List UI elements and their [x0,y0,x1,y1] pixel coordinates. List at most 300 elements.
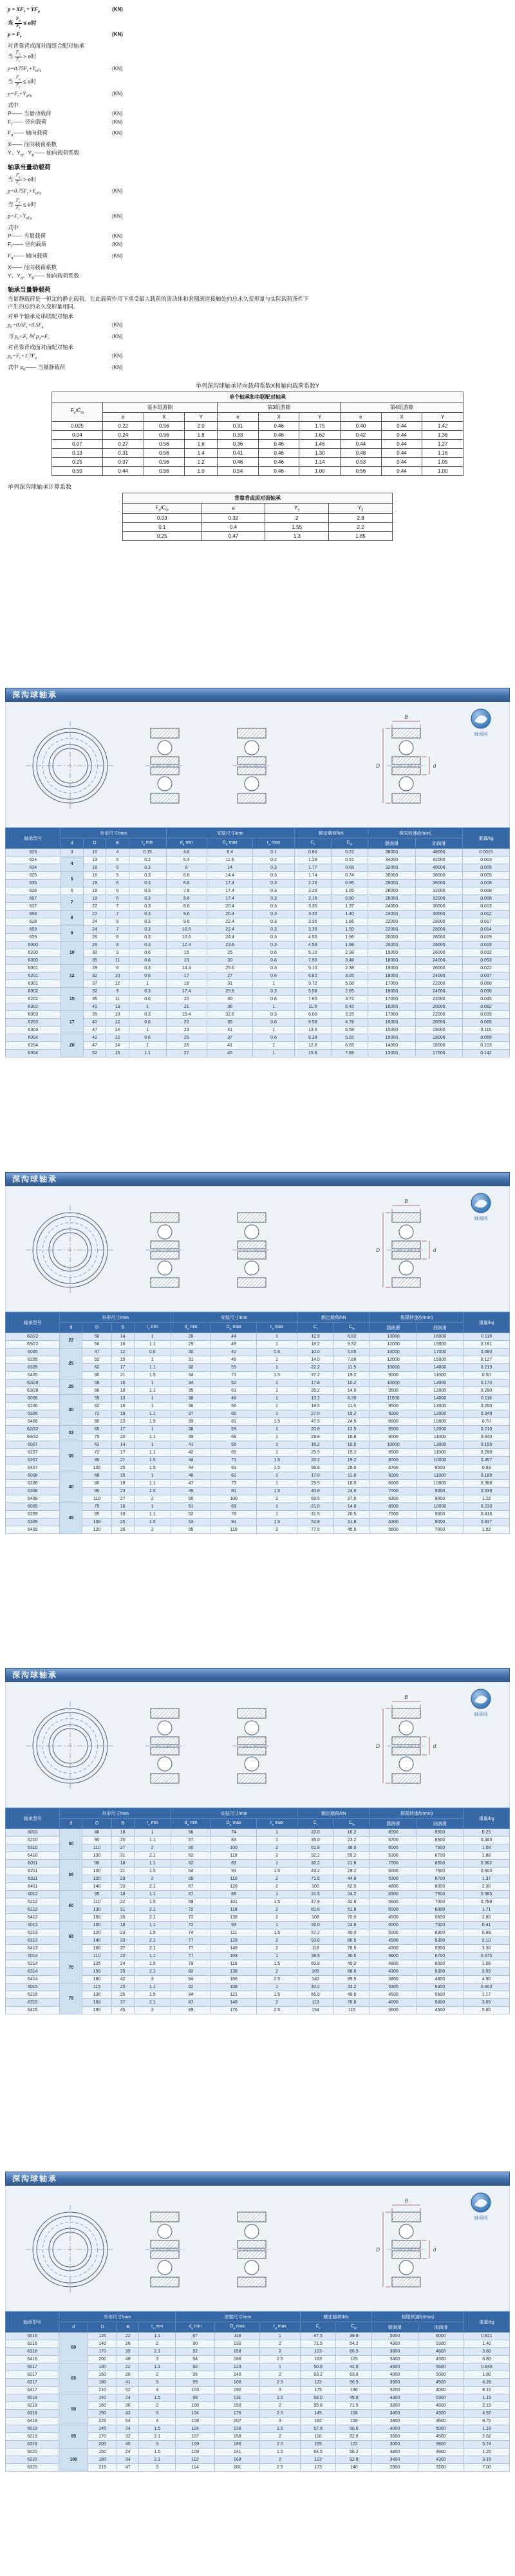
cell: 168 [215,2456,260,2464]
cell: 104 [175,2410,214,2418]
cell: 6313 [6,1937,60,1945]
cell: 56 [82,1341,111,1349]
cell: 138 [336,2387,372,2394]
table-row [6,2448,510,2456]
cell: 12000 [417,1387,463,1395]
column-header: X [381,412,422,421]
cell: 17 [111,1364,134,1372]
cell: 23 [111,1929,134,1937]
cell: 17 [166,972,207,980]
cell: 49 [211,1341,257,1349]
cell: 9.38 [294,1034,331,1042]
cell: 30.2 [297,1860,334,1868]
cell: 8000 [417,1495,463,1503]
cell: 47 [117,2464,139,2472]
cell: 1.37 [464,1875,510,1883]
cell: 3600 [372,2379,418,2387]
cell: 0.789 [464,1899,510,1906]
cell: 6000 [417,1883,463,1891]
cell: 6206 [6,1403,60,1410]
cell: 1.08 [464,1844,510,1852]
cell: 19000 [415,1027,462,1034]
cell: 92 [175,2348,214,2356]
table-group-header: 单个轴承和串联配对轴承 [52,392,464,402]
cell: 0.3 [129,926,166,934]
brand-logo-icon [471,1689,491,1709]
cell: 6319 [6,2441,59,2448]
cell: 29 [111,1875,134,1883]
cell: 1 [256,1364,297,1372]
cell: 88 [211,1891,257,1899]
cell: 4 [139,2387,176,2394]
cell: 1.5 [256,1519,297,1526]
cell: 24.5 [333,1418,370,1426]
coef-table-single-tandem [52,392,464,476]
cell: 1.42 [422,421,464,430]
cell: 173 [300,2464,336,2472]
cell: 15 [111,1472,134,1480]
column-header: $r_s$ min [134,1323,171,1333]
table-row [6,1379,510,1387]
cell: 2 [260,2340,300,2348]
cell: 15 [106,1050,129,1057]
cell: 42 [211,1349,257,1356]
table-row [6,872,510,880]
cell: 0.3 [253,872,294,880]
cell: 82 [171,1968,211,1976]
cell: 5.02 [331,1034,368,1042]
cell: 1 [134,1829,171,1837]
table-row [6,926,510,934]
cell: 1.1 [134,1953,171,1960]
cell: 35 [83,996,106,1003]
cell: 128 [211,1937,257,1945]
cell: 13.5 [294,1027,331,1034]
cell: 3.30 [464,1945,510,1953]
cell: 1.16 [422,448,464,457]
formula-block [0,0,515,375]
cell: 2 [256,1999,297,2007]
cell: 4800 [418,2402,464,2410]
cell: 90 [82,1837,111,1844]
cell: 19.2 [333,1457,370,1464]
cell: 15000 [417,1356,463,1364]
cell: 1.5 [134,1868,171,1875]
formula-line: X—— 径向载荷系数 [8,263,57,270]
table-row [6,988,510,996]
cell: 35.0 [297,1837,334,1844]
cell: 0.6 [129,949,166,957]
cell: 99.5 [333,1976,370,1984]
column-header: 重量/kg [464,1312,510,1333]
cell: 58 [82,1379,111,1387]
cell: 5600 [418,2363,464,2371]
cell: 7.65 [294,957,331,965]
cell: 20 [111,1953,134,1960]
cell: 6.6 [166,880,207,887]
cell: 62 [82,1364,111,1372]
cell: 6300 [370,1891,417,1899]
table-row [52,448,464,457]
cell: 4.6 [166,849,207,857]
cell: 154 [297,2007,334,2014]
cell: 31 [111,1852,134,1860]
formula-line: Y、$Y_a$、$Y_b——$ 轴向载荷系数 [8,149,80,158]
cell: 4000 [372,2371,418,2379]
cell: 6000 [370,1922,417,1929]
cell: 3600 [418,2418,464,2425]
cell: 148 [211,1945,257,1953]
cell: 28 [117,2371,139,2379]
cell: 1.08 [464,1960,510,1968]
formula-line: P—— 当量动载荷 (KN) [8,109,123,117]
column-header: 轴承型号 [6,1312,60,1333]
cell: 2 [256,1968,297,1976]
cell: 2 [256,1937,297,1945]
cell: 90 [82,1860,111,1868]
cell: 0.116 [464,1395,510,1403]
cell: 3 [139,2379,176,2387]
cell: 52 [117,2387,139,2394]
cell: 4.97 [464,2410,510,2418]
cell: 626 [6,887,61,895]
logo-caption: 轴承网 [474,1217,488,1222]
cell: 55.2 [333,1852,370,1860]
cell: 3.35 [294,918,331,926]
cell: 0.3 [129,864,166,872]
cell: 11000 [370,1395,417,1403]
cell: 1 [256,1837,297,1844]
cell: 39 [171,1418,211,1426]
cell: 14 [207,864,253,872]
cell: 10 [106,972,129,980]
table-row [6,1829,510,1837]
cell: 0.6 [253,1019,294,1027]
bearing-table-2 [5,1312,510,1534]
cell: 11000 [417,1472,463,1480]
cell: 4300 [418,2410,464,2418]
cell: 9000 [417,1511,463,1519]
cell: 13000 [417,1379,463,1387]
cell: 6 [61,887,83,895]
cell: 1.5 [134,1899,171,1906]
cell: 2 [139,2340,176,2348]
cell: 6015 [6,1984,60,1991]
cell: 1.1 [139,2333,176,2340]
cell: 0.080 [464,1349,510,1356]
cell: 2.55 [464,1968,510,1976]
formula-line: 当 $\frac{F_a}{F_r}$ ≤ e时 [8,15,37,30]
cell: 17 [111,1426,134,1434]
cell: 6.6 [166,872,207,880]
cell: 3600 [370,2007,417,2014]
cell: 1.96 [331,934,368,942]
cell: 0.90 [331,895,368,903]
column-header: D [83,838,106,849]
cell: 67 [171,1883,211,1891]
cell: 6700 [370,1837,417,1844]
cell: 12000 [417,1410,463,1418]
bearing-table-4 [5,2311,510,2472]
cell: 12.8 [294,1042,331,1050]
cell: 10000 [417,1503,463,1511]
cell: 109 [175,2441,214,2448]
cell: 29 [171,1341,211,1349]
bearing-table-3 [5,1808,510,2014]
cell: 0.3 [253,926,294,934]
cell: 16 [83,864,106,872]
cell: 0.56 [144,457,185,466]
cell: 6700 [417,1852,463,1860]
formula-line: 当 $p_0<F_r$ 时 $p_0=F_r$ (KN) [8,332,123,341]
cell: 25 [111,1464,134,1472]
cell: 6307 [6,1457,60,1464]
cell: 81.8 [297,1906,334,1914]
cell: 0.6 [256,1349,297,1356]
cell: 6302 [6,1003,61,1011]
cell: 105 [297,1968,334,1976]
column-header: $C_r$ [294,838,331,849]
formula-line: 轴承当量动载荷 [8,164,51,171]
cell: 5300 [418,2340,464,2348]
cell: 4300 [418,2456,464,2464]
table-row [123,523,393,532]
bearing-drawing [6,1188,510,1310]
cell: 20.8 [297,1426,334,1434]
cell: 30.5 [333,1953,370,1960]
cell: 6406 [6,1418,60,1426]
cell: 6410 [6,1852,60,1860]
cell: 29.2 [333,1868,370,1875]
cell: 4300 [372,2394,418,2402]
cell: 56 [211,1441,257,1449]
column-header: 第3组游隙 [218,402,341,412]
column-header: D [82,1323,111,1333]
cell: 69 [171,1899,211,1906]
cell: 1.3 [265,532,329,541]
cell: 1.5 [134,1991,171,1999]
cell: 22.4 [207,918,253,926]
cell: 5300 [370,1875,417,1883]
cell: 43.2 [297,1868,334,1875]
cell: 4.90 [464,1976,510,1984]
cell: 19 [111,1511,134,1519]
cell: 9 [106,949,129,957]
column-header: $D_a$ max [207,838,253,849]
cell: 6007 [6,1441,60,1449]
cell: 1.15 [464,2394,510,2402]
column-header: 极限转速/(r/min) [372,2312,464,2322]
cell: 6203 [6,1019,61,1027]
column-header: $r_a$ max [260,2322,300,2333]
cell: 1.17 [464,1991,510,1999]
column-header: 第4组游隙 [341,402,464,412]
cell: 201 [215,2464,260,2472]
cell: 52 [211,1379,257,1387]
column-header: Y [185,412,218,421]
column-header: 极限转速/(r/min) [370,1312,464,1323]
cell: 77.5 [297,1526,334,1534]
cell: 3.72 [331,996,368,1003]
cell: 2 [256,1852,297,1860]
cell: 47.5 [297,1418,334,1426]
section-title-bar [5,1172,510,1186]
cell: 0.44 [341,439,382,448]
cell: 1.5 [256,1418,297,1426]
cell: 13000 [417,1441,463,1449]
cell: 22 [166,1019,207,1027]
cell: 0.22 [102,421,144,430]
cell: 26 [83,934,106,942]
cell: 0.56 [144,466,185,475]
cell: 20000 [368,934,415,942]
cell: 4500 [372,2363,418,2371]
cell: 75 [82,1503,111,1511]
cell: 19.4 [166,1011,207,1019]
cell: 1 [256,1503,297,1511]
cell: 8500 [417,1860,463,1868]
formula-line: 式中 [8,224,19,231]
table-row [6,1395,510,1403]
cell: 30 [83,949,106,957]
dim-label-D: D [376,2247,380,2253]
cell: 12 [111,1349,134,1356]
table-row [6,1922,510,1929]
cell: 48000 [415,849,462,857]
cell: 65 [60,1922,82,1953]
cell: 608 [6,911,61,918]
cell: 26 [166,1042,207,1050]
cell: 9000 [370,1434,417,1441]
cell: 1 [256,1829,297,1837]
cell: 100 [297,1883,334,1891]
cell: 7000 [370,1511,417,1519]
cell: 2.5 [256,2007,297,2014]
cell: 0.56 [144,448,185,457]
bearing-section-4 [5,2172,510,2472]
section-title: 深沟球轴承 [12,2174,58,2184]
cell: 1.1 [134,1364,171,1372]
cell: 11.5 [333,1364,370,1372]
cell: 13000 [368,1050,415,1057]
cell: 131 [215,2394,260,2402]
cell: 18 [166,980,207,988]
cell: 0.416 [464,1511,510,1519]
column-header: d [60,1819,82,1829]
cell: 33 [111,1937,134,1945]
cell: 11000 [417,1434,463,1441]
cell: 2800 [372,2418,418,2425]
cell: 14000 [417,1364,463,1372]
cell: 8 [106,942,129,949]
cell: 32.6 [207,1011,253,1019]
cell: 4000 [372,2425,418,2433]
cell: 1.40 [331,911,368,918]
cell: 2 [134,1495,171,1503]
cell: 0.46 [258,457,299,466]
cell: 6018 [6,2394,59,2402]
cell: 22 [117,2333,139,2340]
cell: 6417 [6,2387,59,2394]
column-header: 额定载荷/kN [294,828,368,838]
cell: 0.04 [52,430,103,439]
cell: 36 [207,1003,253,1011]
cell: 15.2 [333,1410,370,1418]
cell: 5000 [372,2333,418,2340]
cell: 3 [134,2007,171,2014]
cell: 1 [134,1403,171,1410]
section-title-bar [5,2172,510,2186]
cell: 6306 [6,1410,60,1418]
column-header: Y [299,412,341,421]
bearing-drawing [6,2187,510,2309]
cell: 74 [211,1829,257,1837]
cell: 33.2 [333,1984,370,1991]
cell: 26000 [415,965,462,972]
cell: 50 [171,1495,211,1503]
cell: 6011 [6,1860,60,1868]
cell: 3200 [418,2464,464,2472]
cell: 32 [60,1426,82,1441]
cell: 23 [166,1027,207,1034]
dim-label-B: B [404,714,408,721]
cell: 1 [256,1984,297,1991]
table-row [6,1984,510,1991]
cell: 13 [83,857,106,864]
cell: 138 [211,1968,257,1976]
cell: 56 [211,1403,257,1410]
cell: 0.142 [462,1050,509,1057]
cell: 140 [88,2340,117,2348]
cell: 118 [211,1906,257,1914]
column-header: B [111,1819,134,1829]
cell: 1.5 [139,2448,176,2456]
cell: 67 [171,1891,211,1899]
cell: 10 [61,942,83,965]
column-header: $F_a/C_{0r}$ [52,402,103,421]
cell: 40 [60,1472,82,1503]
cell: 17000 [415,1050,462,1057]
cell: 0.340 [464,1434,510,1441]
cell: 32000 [368,864,415,872]
cell: 0.44 [381,466,422,475]
cell: 0.200 [464,1403,510,1410]
cell: 150 [82,1914,111,1922]
cell: 7 [106,926,129,934]
cell: 4500 [370,1937,417,1945]
column-header: 轴承型号 [6,2312,59,2333]
column-header: e [341,412,382,421]
cell: 1 [256,1379,297,1387]
cell: 6005 [6,1349,60,1356]
cell: 0.3 [253,895,294,903]
cell: 6409 [6,1526,60,1534]
cell: 1.36 [422,430,464,439]
cell: 34000 [368,857,415,864]
cell: 110 [211,1526,257,1534]
cell: 8000 [370,1829,417,1837]
cell: 83 [211,1860,257,1868]
cell: 2.5 [256,1976,297,1984]
cell: 1.71 [464,1906,510,1914]
cell: 1 [256,1341,297,1349]
cell: 0.1 [253,849,294,857]
cell: 0.74 [331,872,368,880]
cell: 1.5 [134,1464,171,1472]
cell: 1.5 [256,1464,297,1472]
cell: 37 [111,1999,134,2007]
cell: 0.039 [462,1011,509,1019]
